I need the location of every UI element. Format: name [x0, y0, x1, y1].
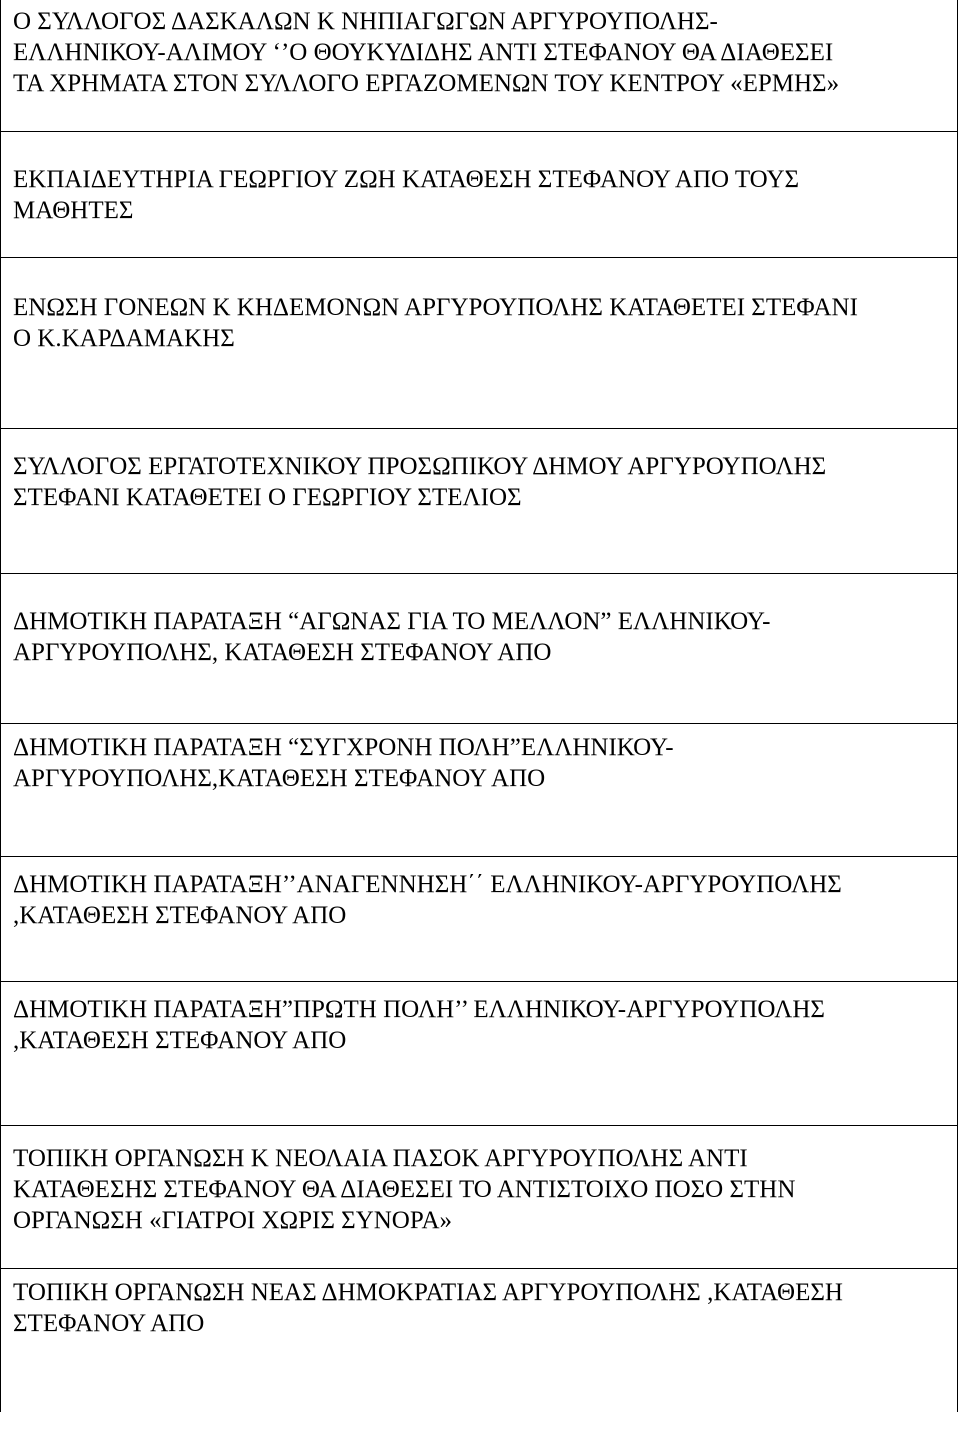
entry-line: ΑΡΓΥΡΟΥΠΟΛΗΣ, ΚΑΤΑΘΕΣΗ ΣΤΕΦΑΝΟΥ ΑΠΟ	[13, 638, 552, 666]
entry-line: ΜΑΘΗΤΕΣ	[13, 196, 134, 224]
entry-line: ΑΡΓΥΡΟΥΠΟΛΗΣ,ΚΑΤΑΘΕΣΗ ΣΤΕΦΑΝΟΥ ΑΠΟ	[13, 764, 546, 792]
entry-line: ,ΚΑΤΑΘΕΣΗ ΣΤΕΦΑΝΟΥ ΑΠΟ	[13, 901, 347, 929]
table-row	[1, 856, 958, 981]
table-row	[1, 1268, 958, 1412]
entry-line: ΣΤΕΦΑΝΙ ΚΑΤΑΘΕΤΕΙ Ο ΓΕΩΡΓΙΟΥ ΣΤΕΛΙΟΣ	[13, 483, 522, 511]
table-cell	[1, 981, 958, 1125]
entry-line: ΚΑΤΑΘΕΣΗΣ ΣΤΕΦΑΝΟΥ ΘΑ ΔΙΑΘΕΣΕΙ ΤΟ ΑΝΤΙΣΤΟΙΧΟ ΠΟΣΟ ΣΤΗΝ	[13, 1175, 796, 1203]
entry-line: ΤΑ ΧΡΗΜΑΤΑ ΣΤΟΝ ΣΥΛΛΟΓΟ ΕΡΓΑΖΟΜΕΝΩΝ ΤΟΥ ΚΕΝΤΡΟΥ «ΕΡΜΗΣ»	[13, 70, 840, 97]
table-cell	[1, 131, 958, 257]
table-cell	[1, 1268, 958, 1412]
entry-line: Ο Κ.ΚΑΡΔΑΜΑΚΗΣ	[13, 324, 235, 352]
entry-line: ΕΚΠΑΙΔΕΥΤΗΡΙΑ ΓΕΩΡΓΙΟΥ ΖΩΗ ΚΑΤΑΘΕΣΗ ΣΤΕΦΑΝΟΥ ΑΠΟ ΤΟΥΣ	[13, 165, 800, 193]
entry-line: ΔΗΜΟΤΙΚΗ ΠΑΡΑΤΑΞΗ’’ΑΝΑΓΕΝΝΗΣΗ΄΄ ΕΛΛΗΝΙΚΟΥ-ΑΡΓΥΡΟΥΠΟΛΗΣ	[13, 870, 842, 898]
entry-line: ΔΗΜΟΤΙΚΗ ΠΑΡΑΤΑΞΗ “ΑΓΩΝΑΣ ΓΙΑ ΤΟ ΜΕΛΛΟΝ” ΕΛΛΗΝΙΚΟΥ-	[13, 607, 771, 635]
table-row	[1, 723, 958, 856]
table-cell	[1, 428, 958, 573]
table-row	[1, 981, 958, 1125]
table-row	[1, 0, 958, 131]
entry-line: ΕΝΩΣΗ ΓΟΝΕΩΝ Κ ΚΗΔΕΜΟΝΩΝ ΑΡΓΥΡΟΥΠΟΛΗΣ ΚΑΤΑΘΕΤΕΙ ΣΤΕΦΑΝΙ	[13, 293, 858, 321]
entry-line: ΟΡΓΑΝΩΣΗ «ΓΙΑΤΡΟΙ ΧΩΡΙΣ ΣΥΝΟΡΑ»	[13, 1206, 453, 1234]
table-cell	[1, 1125, 958, 1268]
table-row	[1, 257, 958, 428]
table-row	[1, 573, 958, 723]
entry-line: ,ΚΑΤΑΘΕΣΗ ΣΤΕΦΑΝΟΥ ΑΠΟ	[13, 1026, 347, 1054]
table-cell	[1, 257, 958, 428]
table-cell	[1, 573, 958, 723]
entry-line: ΕΛΛΗΝΙΚΟΥ-ΑΛΙΜΟΥ ‘’Ο ΘΟΥΚΥΔΙΔΗΣ ΑΝΤΙ ΣΤΕΦΑΝΟΥ ΘΑ ΔΙΑΘΕΣΕΙ	[13, 39, 834, 66]
table-cell	[1, 723, 958, 856]
table-row	[1, 428, 958, 573]
table-row	[1, 1125, 958, 1268]
entry-line: ΣΤΕΦΑΝΟΥ ΑΠΟ	[13, 1309, 205, 1337]
entry-line: ΤΟΠΙΚΗ ΟΡΓΑΝΩΣΗ Κ ΝΕΟΛΑΙΑ ΠΑΣΟΚ ΑΡΓΥΡΟΥΠΟΛΗΣ ΑΝΤΙ	[13, 1144, 748, 1172]
entry-line: ΤΟΠΙΚΗ ΟΡΓΑΝΩΣΗ ΝΕΑΣ ΔΗΜΟΚΡΑΤΙΑΣ ΑΡΓΥΡΟΥΠΟΛΗΣ ,ΚΑΤΑΘΕΣΗ	[13, 1278, 843, 1306]
entry-line: ΣΥΛΛΟΓΟΣ ΕΡΓΑΤΟΤΕΧΝΙΚΟΥ ΠΡΟΣΩΠΙΚΟΥ ΔΗΜΟΥ ΑΡΓΥΡΟΥΠΟΛΗΣ	[13, 452, 827, 480]
table-cell	[1, 856, 958, 981]
table-row	[1, 131, 958, 257]
table-cell	[1, 0, 958, 131]
entry-line: Ο ΣΥΛΛΟΓΟΣ ΔΑΣΚΑΛΩΝ Κ ΝΗΠΙΑΓΩΓΩΝ ΑΡΓΥΡΟΥΠΟΛΗΣ-	[13, 8, 718, 35]
entry-line: ΔΗΜΟΤΙΚΗ ΠΑΡΑΤΑΞΗ “ΣΥΓΧΡΟΝΗ ΠΟΛΗ”ΕΛΛΗΝΙΚΟΥ-	[13, 733, 674, 761]
entry-line: ΔΗΜΟΤΙΚΗ ΠΑΡΑΤΑΞΗ”ΠΡΩΤΗ ΠΟΛΗ’’ ΕΛΛΗΝΙΚΟΥ-ΑΡΓΥΡΟΥΠΟΛΗΣ	[13, 995, 825, 1023]
